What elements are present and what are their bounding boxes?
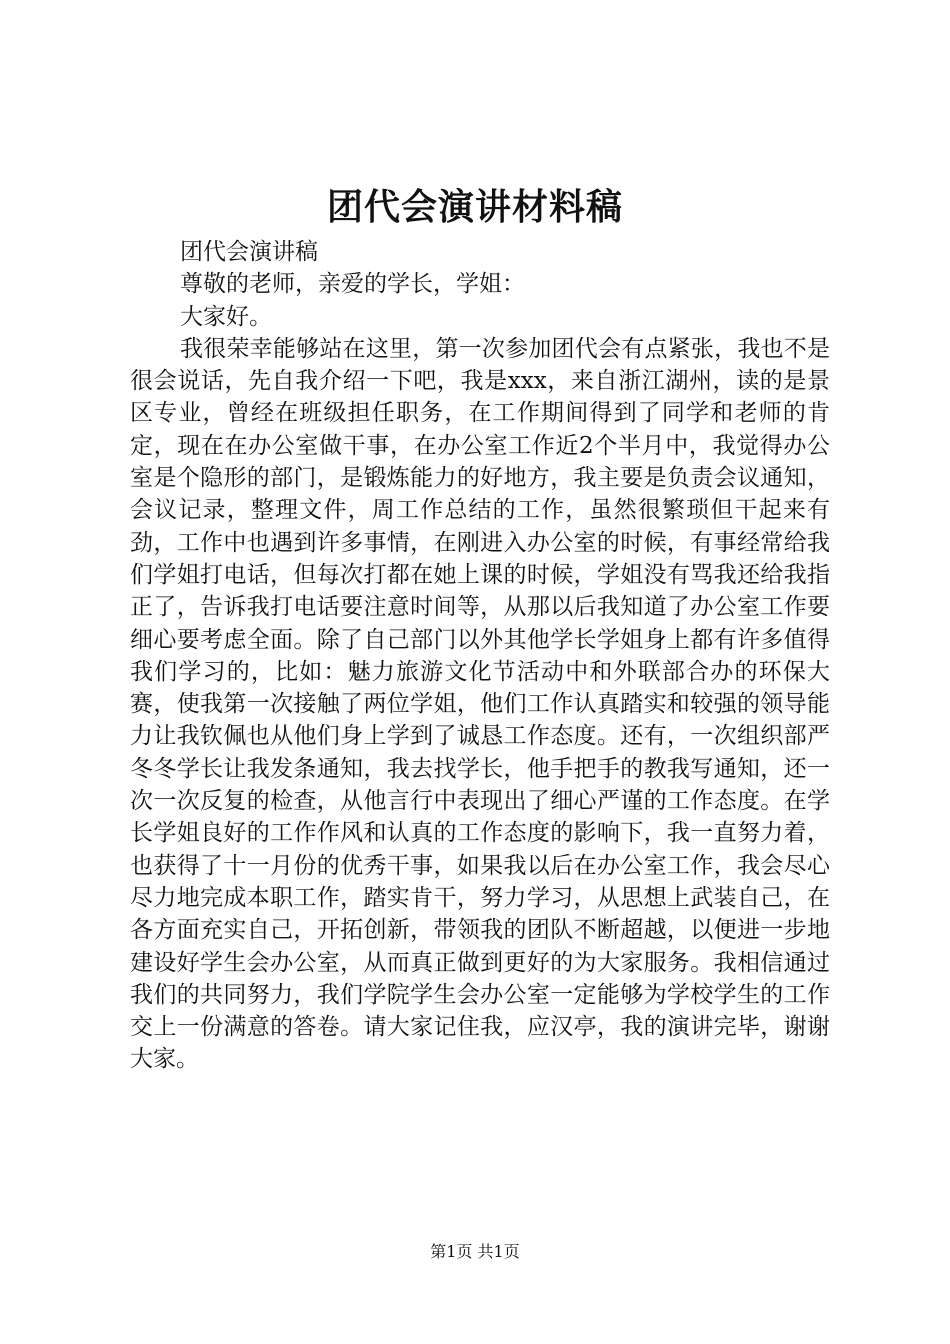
paragraph-main: 我很荣幸能够站在这里，第一次参加团代会有点紧张，我也不是很会说话，先自我介绍一下吧，我是xxx，来自浙江湖州，读的是景区专业，曾经在班级担任职务，在工作期间得到了同学和老师的肯定，现在在办公室做干事，在办公室工作近2个半月中，我觉得办公室是个隐形的部门，是锻炼能力的好地方，我主要是负责会议通知，会议记录，整理文件，周工作总结的工作，虽然很繁琐但干起来有劲，工作中也遇到许多事情，在刚进入办公室的时候，有事经常给我们学姐打电话，但每次打都在她上课的时候，学姐没有骂我还给我指正了，告诉我打电话要注意时间等，从那以后我知道了办公室工作要细心要考虑全面。除了自己部门以外其他学长学姐身上都有许多值得我们学习的，比如：魅力旅游文化节活动中和外联部合办的环保大赛，使我第一次接触了两位学姐，他们工作认真踏实和较强的领导能力让我钦佩也从他们身上学到了诚恳工作态度。还有，一次组织部严冬冬学长让我发条通知，我去找学长，他手把手的教我写通知，还一次一次反复的检查，从他言行中表现出了细心严谨的工作态度。在学长学姐良好的工作作风和认真的工作态度的影响下，我一直努力着，也获得了十一月份的优秀干事，如果我以后在办公室工作，我会尽心尽力地完成本职工作，踏实肯干，努力学习，从思想上武装自己，在各方面充实自己，开拓创新，带领我的团队不断超越，以便进一步地建设好学生会办公室，从而真正做到更好的为大家服务。我相信通过我们的共同努力，我们学院学生会办公室一定能够为学校学生的工作交上一份满意的答卷。请大家记住我，应汉亭，我的演讲完毕，谢谢大家。 [130,335,830,1073]
paragraph-greeting: 大家好。 [180,303,272,330]
document-title: 团代会演讲材料稿 [326,186,623,228]
page-footer: 第1页 共1页 [430,1242,520,1261]
paragraph-salutation: 尊敬的老师，亲爱的学长，学姐： [180,271,525,298]
document-body [130,236,830,1076]
paragraph-heading: 团代会演讲稿 [180,239,318,265]
